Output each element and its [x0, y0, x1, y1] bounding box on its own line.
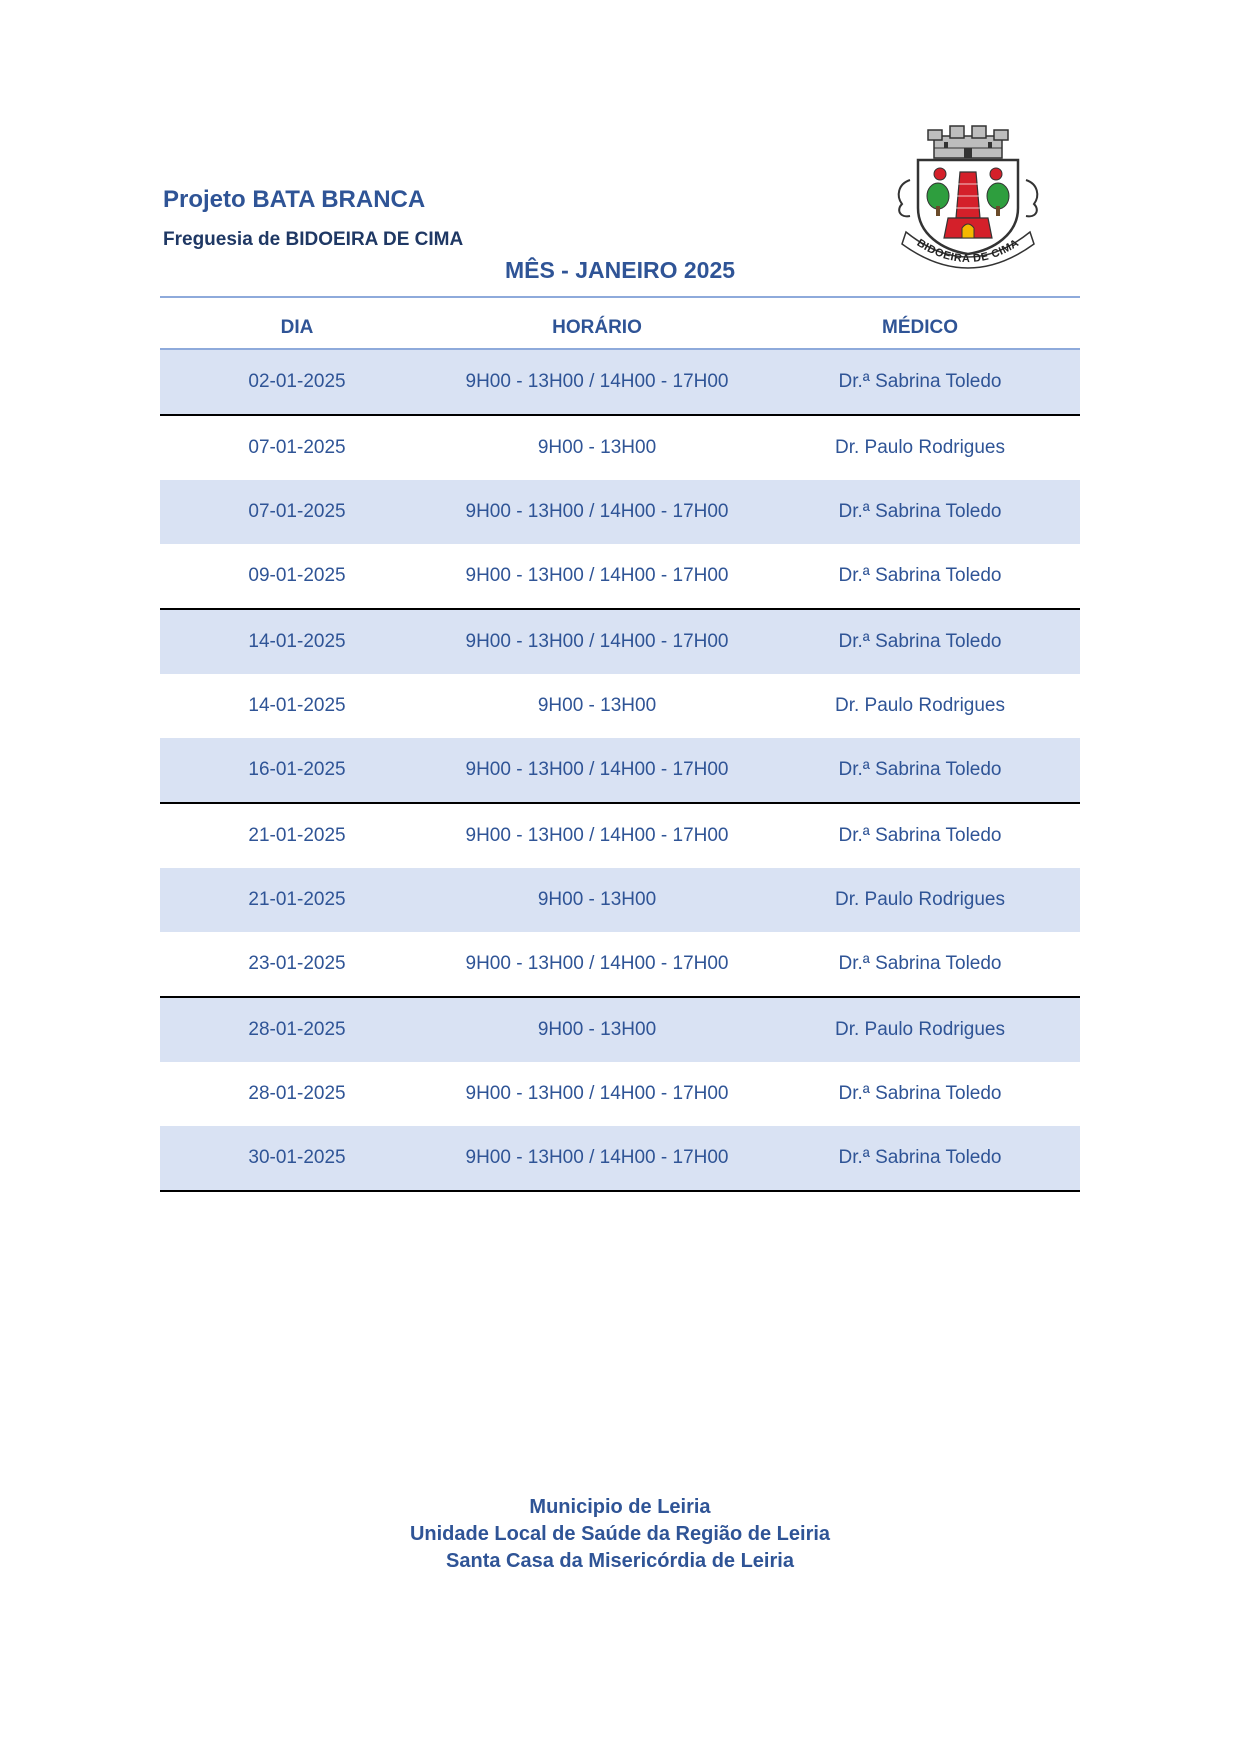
cell-medico: Dr.ª Sabrina Toledo [760, 480, 1080, 544]
table-row [160, 868, 1080, 932]
table-row [160, 803, 1080, 868]
column-header-medico: MÉDICO [882, 317, 958, 338]
cell-horario: 9H00 - 13H00 / 14H00 - 17H00 [465, 825, 729, 846]
table-row [160, 480, 1080, 544]
cell-horario: 9H00 - 13H00 [537, 695, 657, 716]
footer [0, 1494, 1240, 1575]
cell-dia: 28-01-2025 [248, 1083, 346, 1104]
footer-line-municipio: Municipio de Leiria [529, 1496, 711, 1518]
cell-medico: Dr.ª Sabrina Toledo [760, 349, 1080, 415]
cell-dia: 07-01-2025 [160, 480, 434, 544]
table-row [160, 997, 1080, 1062]
table-row [160, 674, 1080, 738]
cell-dia: 16-01-2025 [160, 738, 434, 803]
footer-line-misericordia: Santa Casa da Misericórdia de Leiria [446, 1550, 794, 1572]
table-row [160, 1126, 1080, 1191]
project-title: Projeto BATA BRANCA [163, 186, 426, 213]
cell-dia: 30-01-2025 [160, 1126, 434, 1191]
table-row [160, 544, 1080, 609]
month-title: MÊS - JANEIRO 2025 [504, 257, 736, 283]
table-row [160, 609, 1080, 674]
coat-of-arms-icon [888, 122, 1048, 272]
cell-dia: 14-01-2025 [160, 609, 434, 674]
cell-horario: 9H00 - 13H00 / 14H00 - 17H00 [465, 1083, 729, 1104]
cell-medico: Dr.ª Sabrina Toledo [760, 738, 1080, 803]
table-row [160, 415, 1080, 480]
cell-horario: 9H00 - 13H00 / 14H00 - 17H00 [465, 953, 729, 974]
table-row [160, 1062, 1080, 1126]
cell-dia: 14-01-2025 [248, 695, 346, 716]
schedule-table [160, 296, 1080, 1192]
footer-line-uls: Unidade Local de Saúde da Região de Leiria [409, 1523, 831, 1545]
parish-prefix: Freguesia de [163, 229, 286, 250]
table-row [160, 932, 1080, 997]
table-row [160, 349, 1080, 415]
cell-medico: Dr.ª Sabrina Toledo [838, 953, 1002, 974]
cell-medico: Dr.ª Sabrina Toledo [760, 1126, 1080, 1191]
cell-medico: Dr.ª Sabrina Toledo [838, 1083, 1002, 1104]
cell-dia: 07-01-2025 [248, 437, 346, 458]
cell-medico: Dr. Paulo Rodrigues [760, 997, 1080, 1062]
cell-dia: 28-01-2025 [160, 997, 434, 1062]
parish-name: BIDOEIRA DE CIMA [285, 229, 464, 250]
column-header-horario: HORÁRIO [552, 317, 642, 338]
cell-dia: 21-01-2025 [160, 868, 434, 932]
parish-line [163, 229, 463, 251]
crest-motto: BIDOEIRA DE CIMA [914, 236, 1022, 266]
cell-medico: Dr.ª Sabrina Toledo [760, 609, 1080, 674]
cell-horario: 9H00 - 13H00 / 14H00 - 17H00 [465, 565, 729, 586]
cell-medico: Dr. Paulo Rodrigues [834, 695, 1006, 716]
cell-horario: 9H00 - 13H00 / 14H00 - 17H00 [434, 349, 760, 415]
cell-horario: 9H00 - 13H00 [537, 437, 657, 458]
cell-horario: 9H00 - 13H00 / 14H00 - 17H00 [434, 1126, 760, 1191]
table-row [160, 738, 1080, 803]
table-header-row [160, 297, 1080, 349]
cell-dia: 02-01-2025 [160, 349, 434, 415]
cell-horario: 9H00 - 13H00 [434, 868, 760, 932]
cell-horario: 9H00 - 13H00 / 14H00 - 17H00 [434, 480, 760, 544]
cell-horario: 9H00 - 13H00 [434, 997, 760, 1062]
cell-horario: 9H00 - 13H00 / 14H00 - 17H00 [434, 738, 760, 803]
cell-dia: 21-01-2025 [248, 825, 346, 846]
cell-medico: Dr.ª Sabrina Toledo [838, 565, 1002, 586]
mural-crown [928, 126, 1008, 158]
cell-medico: Dr. Paulo Rodrigues [834, 437, 1006, 458]
cell-medico: Dr. Paulo Rodrigues [760, 868, 1080, 932]
column-header-dia: DIA [280, 317, 314, 338]
cell-medico: Dr.ª Sabrina Toledo [838, 825, 1002, 846]
cell-dia: 23-01-2025 [248, 953, 346, 974]
cell-dia: 09-01-2025 [248, 565, 346, 586]
cell-horario: 9H00 - 13H00 / 14H00 - 17H00 [434, 609, 760, 674]
